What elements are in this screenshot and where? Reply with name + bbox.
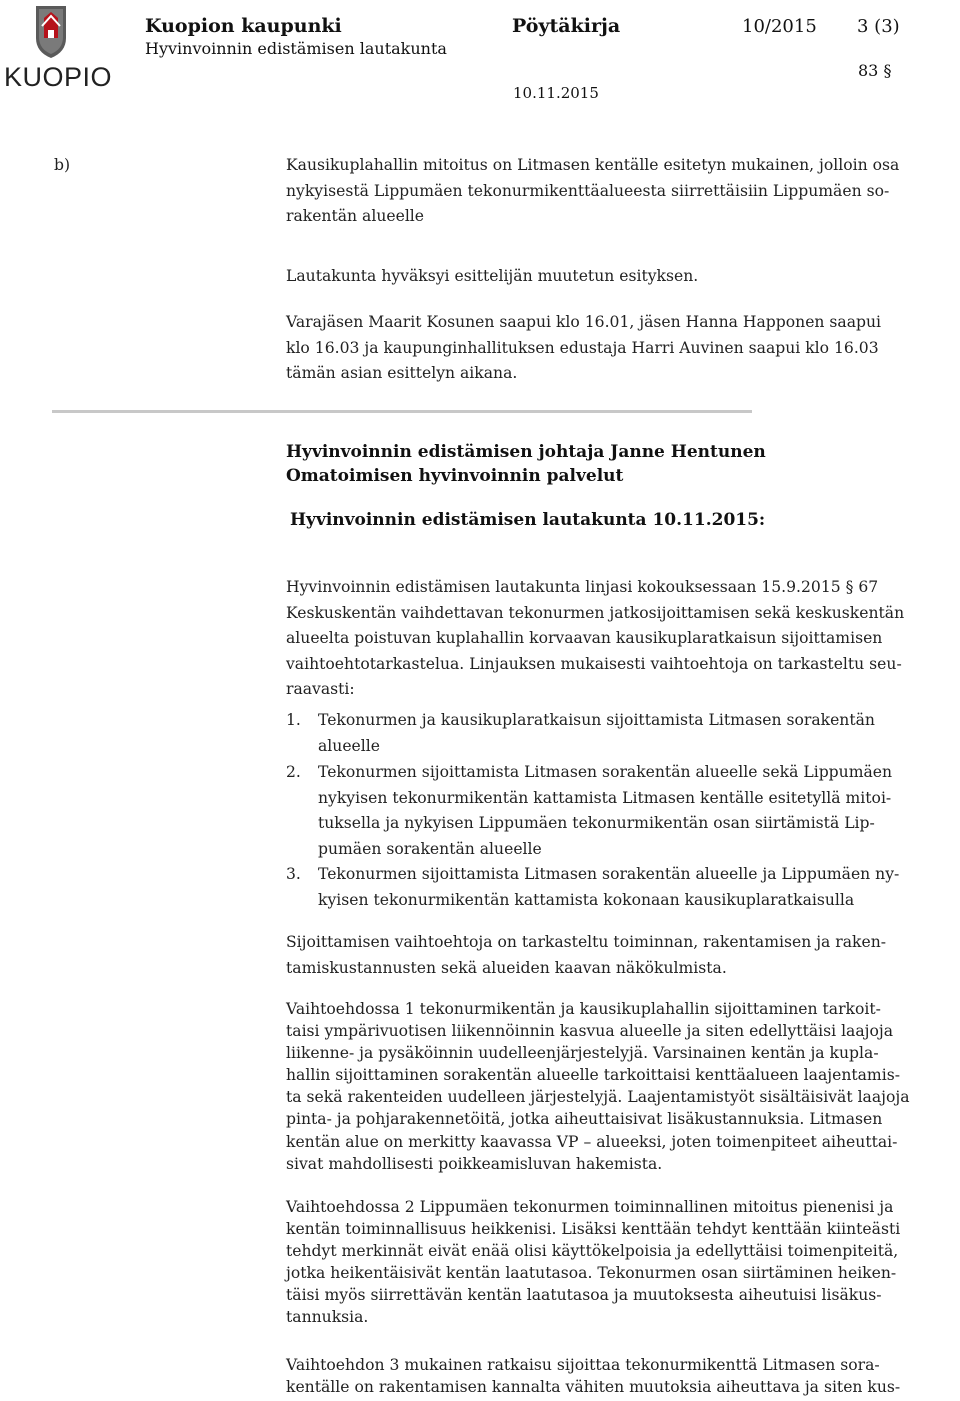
option3-paragraph bbox=[286, 1354, 958, 1398]
intro-line: Hyvinvoinnin edistämisen lautakunta linjasi kokouksessaan 15.9.2015 § 67 bbox=[286, 578, 879, 596]
review-paragraph bbox=[286, 930, 958, 981]
option1-line: pinta- ja pohjarakennetöitä, jotka aiheuttaisivat lisäkustannuksia. Litmasen bbox=[286, 1110, 883, 1129]
org-subtitle: Hyvinvoinnin edistämisen lautakunta bbox=[145, 39, 447, 58]
intro-paragraph bbox=[286, 575, 958, 703]
presenter-unit: Omatoimisen hyvinvoinnin palvelut bbox=[286, 466, 624, 486]
option-line: pumäen sorakentän alueelle bbox=[318, 839, 542, 858]
option1-paragraph bbox=[286, 998, 958, 1175]
attendance-note bbox=[286, 310, 958, 387]
option-line: Tekonurmen sijoittamista Litmasen sorakentän alueelle sekä Lippumäen bbox=[318, 763, 893, 781]
review-line: Sijoittamisen vaihtoehtoja on tarkasteltu toiminnan, rakentamisen ja raken- bbox=[286, 933, 887, 951]
intro-line: vaihtoehtotarkastelua. Linjauksen mukaisesti vaihtoehtoja on tarkasteltu seu- bbox=[286, 654, 902, 673]
section-number: 83 § bbox=[858, 61, 892, 80]
option2-paragraph bbox=[286, 1196, 958, 1329]
option1-line: liikenne- ja pysäköinnin uudelleenjärjestelyjä. Varsinainen kentän ja kupla- bbox=[286, 1044, 879, 1063]
option3-line: kentälle on rakentamisen kannalta vähiten muutoksia aiheuttava ja siten kus- bbox=[286, 1378, 901, 1397]
meeting-heading: Hyvinvoinnin edistämisen lautakunta 10.11.2015: bbox=[290, 510, 766, 530]
option1-line: kentän alue on merkitty kaavassa VP – alueeksi, joten toimenpiteet aiheuttai- bbox=[286, 1132, 898, 1151]
attendance-line: tämän asian esittelyn aikana. bbox=[286, 364, 518, 383]
option2-line: tehdyt merkinnät eivät enää olisi käyttökelpoisia ja edellyttäisi toimenpiteitä, bbox=[286, 1242, 899, 1261]
kuopio-logo bbox=[4, 4, 113, 94]
intro-line: Keskuskentän vaihdettavan tekonurmen jatkosijoittamisen sekä keskuskentän bbox=[286, 603, 905, 622]
review-line: tamiskustannusten sekä alueiden kaavan näkökulmista. bbox=[286, 958, 727, 977]
org-name: Kuopion kaupunki bbox=[145, 15, 342, 37]
option2-line: Vaihtoehdossa 2 Lippumäen tekonurmen toiminnallinen mitoitus pienenisi ja bbox=[286, 1198, 894, 1216]
option2-line: kentän toiminnallisuus heikkenisi. Lisäksi kenttään tehdyt kenttään kiinteästi bbox=[286, 1220, 901, 1239]
item-b-text bbox=[286, 153, 958, 230]
item-b-line: nykyisestä Lippumäen tekonurmikenttäalueesta siirrettäisiin Lippumäen so- bbox=[286, 181, 890, 200]
item-b-label: b) bbox=[54, 156, 71, 174]
attendance-line: klo 16.03 ja kaupunginhallituksen edustaja Harri Auvinen saapui klo 16.03 bbox=[286, 338, 879, 357]
item-b-line: Kausikuplahallin mitoitus on Litmasen kentälle esitetyn mukainen, jolloin osa bbox=[286, 156, 900, 174]
document-number: 10/2015 bbox=[742, 16, 817, 37]
option2-line: jotka heikentäisivät kentän laatutasoa. Tekonurmen osan siirtäminen heiken- bbox=[286, 1264, 897, 1283]
option1-line: ta sekä rakenteiden uudelleen järjestelyjä. Laajentamistyöt sisältäisivät laajoja bbox=[286, 1088, 910, 1107]
option-line: nykyisen tekonurmikentän kattamista Litmasen kentälle esitetyllä mitoi- bbox=[318, 788, 892, 807]
option-line: alueelle bbox=[318, 736, 380, 755]
option-number: 3. bbox=[286, 865, 301, 883]
item-b-line: rakentän alueelle bbox=[286, 207, 425, 226]
page-number: 3 (3) bbox=[857, 16, 900, 37]
option2-line: täisi myös siirrettävän kentän laatutasoa ja muutoksesta aiheutuisi lisäkus- bbox=[286, 1286, 882, 1305]
option-text bbox=[318, 760, 958, 862]
document-type: Pöytäkirja bbox=[512, 15, 621, 37]
intro-line: raavasti: bbox=[286, 680, 355, 699]
option3-line: Vaihtoehdon 3 mukainen ratkaisu sijoittaa tekonurmikenttä Litmasen sora- bbox=[286, 1356, 880, 1374]
option-number: 2. bbox=[286, 763, 301, 781]
option1-line: taisi ympärivuotisen liikennöinnin kasvua alueelle ja siten edellyttäisi laajoja bbox=[286, 1022, 894, 1041]
presenter-title: Hyvinvoinnin edistämisen johtaja Janne Hentunen bbox=[286, 442, 766, 462]
option1-line: hallin sijoittaminen sorakentän alueelle tarkoittaisi kenttäalueen laajentamis- bbox=[286, 1066, 900, 1085]
option-line: Tekonurmen ja kausikuplaratkaisun sijoittamista Litmasen sorakentän bbox=[318, 711, 875, 729]
option2-line: tannuksia. bbox=[286, 1308, 369, 1327]
section-divider bbox=[52, 410, 752, 413]
meeting-date: 10.11.2015 bbox=[513, 84, 599, 102]
option1-line: Vaihtoehdossa 1 tekonurmikentän ja kausikuplahallin sijoittaminen tarkoit- bbox=[286, 1000, 881, 1018]
option-line: kyisen tekonurmikentän kattamista kokonaan kausikuplaratkaisulla bbox=[318, 890, 855, 909]
decision-line: Lautakunta hyväksyi esittelijän muutetun esityksen. bbox=[286, 267, 699, 285]
logo-wordmark: KUOPIO bbox=[4, 62, 113, 92]
decision-text bbox=[286, 264, 958, 290]
option-line: tuksella ja nykyisen Lippumäen tekonurmikentän osan siirtämistä Lip- bbox=[318, 814, 875, 833]
option1-line: sivat mahdollisesti poikkeamisluvan hakemista. bbox=[286, 1154, 663, 1173]
attendance-line: Varajäsen Maarit Kosunen saapui klo 16.01, jäsen Hanna Happonen saapui bbox=[286, 313, 882, 331]
option-text bbox=[318, 862, 958, 913]
option-line: Tekonurmen sijoittamista Litmasen sorakentän alueelle ja Lippumäen ny- bbox=[318, 865, 900, 883]
option-number: 1. bbox=[286, 711, 301, 729]
intro-line: alueelta poistuvan kuplahallin korvaavan kausikuplaratkaisun sijoittamisen bbox=[286, 629, 883, 648]
option-text bbox=[318, 708, 958, 759]
